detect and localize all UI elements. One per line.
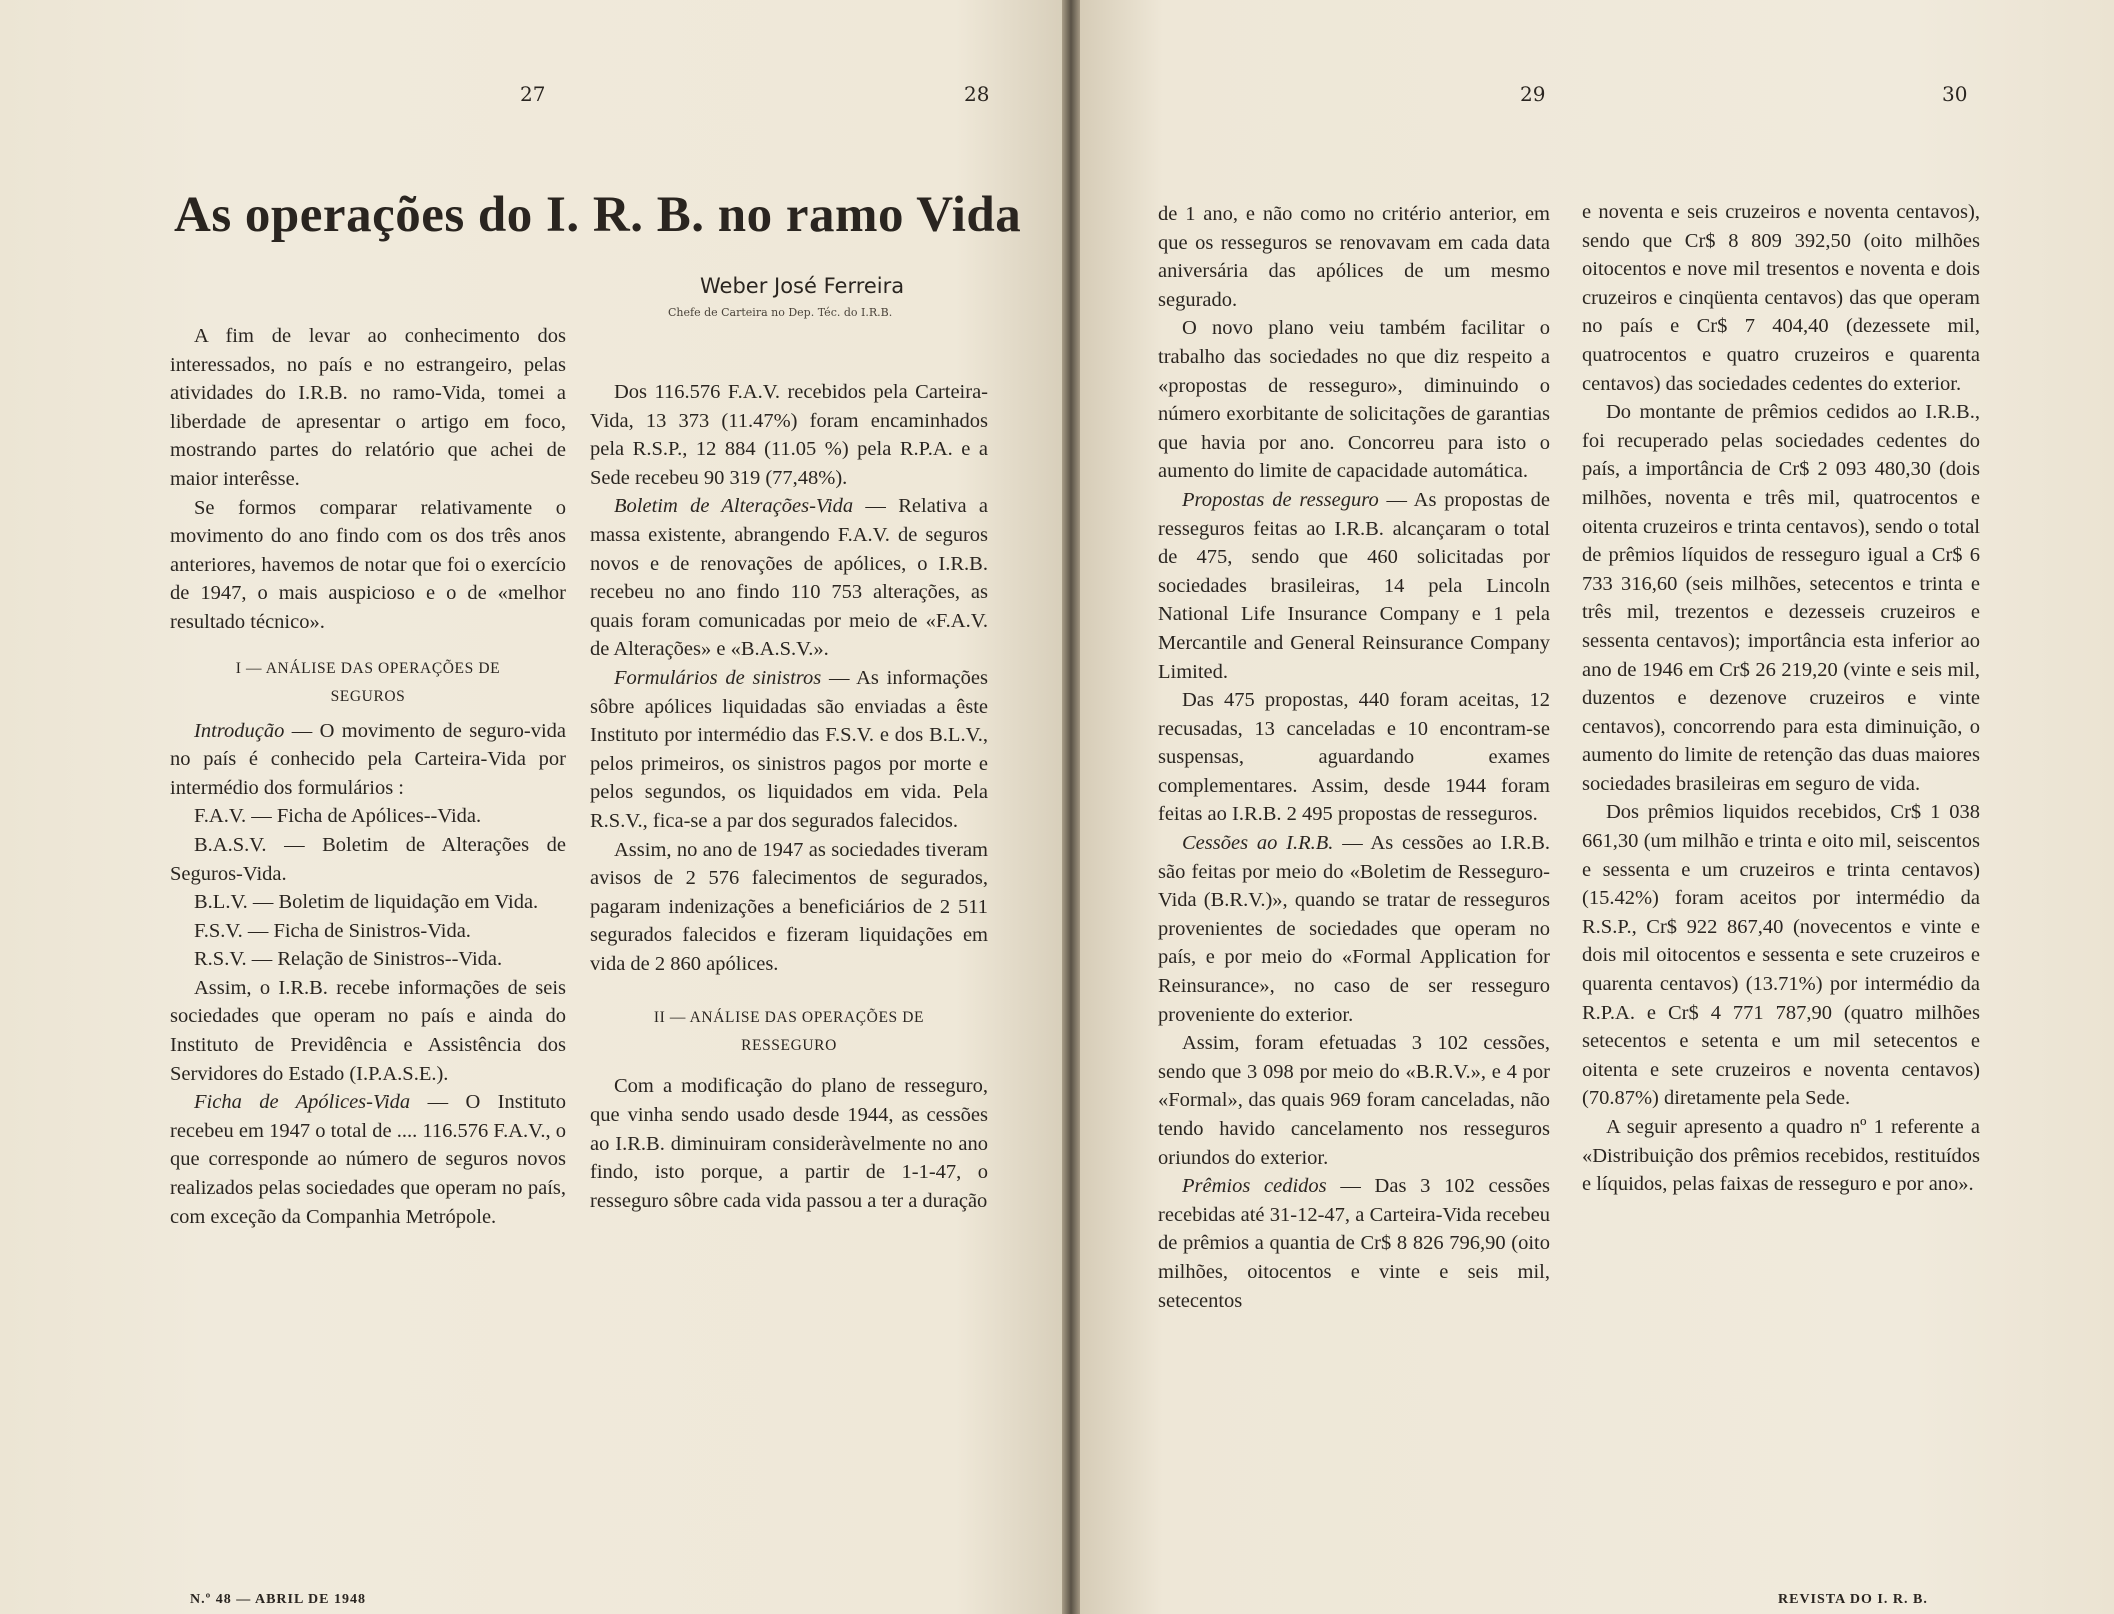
paragraph-text: — As cessões ao I.R.B. são feitas por meio do «Boletim de Resseguro-Vida (B.R.V.)», quando se tratar de resseguros provenientes de sociedades que operam no país, e por meio do «Formal Application for Reinsurance», no caso de ser resseguro proveniente do exterior.	[1158, 832, 1550, 1026]
paragraph: A seguir apresento a quadro nº 1 referente a «Distribuição dos prêmios recebidos, restituídos e líquidos, pelas faixas de resseguro e por ano».	[1582, 1116, 1980, 1196]
paragraph	[590, 664, 988, 836]
form-item: R.S.V. — Relação de Sinistros--Vida.	[194, 948, 503, 971]
section-heading-line: II — ANÁLISE DAS OPERAÇÕES DE	[653, 1009, 925, 1027]
run-in-label: Boletim de Alterações-Vida	[614, 495, 854, 518]
run-in-label: Introdução	[194, 719, 285, 742]
section-heading-1	[170, 655, 566, 711]
paragraph: de 1 ano, e não como no critério anterior, em que os resseguros se renovavam em cada data aniversária das apólices de um mesmo segurado.	[1158, 203, 1550, 311]
footer-journal: REVISTA DO I. R. B.	[1778, 1592, 1928, 1607]
article-author: Weber José Ferreira	[700, 274, 905, 298]
paragraph	[170, 717, 566, 803]
page-number-27: 27	[520, 82, 546, 106]
paragraph: Com a modificação do plano de resseguro, que vinha sendo usado desde 1944, as cessões ao I.R.B. diminuiram consideràvelmente no ano findo, isto porque, a partir de 1-1-47, o resseguro sôbre cada vida passou a ter a duração	[590, 1075, 988, 1212]
paragraph: e noventa e seis cruzeiros e noventa centavos), sendo que Cr$ 8 809 392,50 (oito milhões oitocentos e nove mil tresentos e noventa e dois cruzeiros e cinqüenta centavos) das que operam no país e Cr$ 7 404,40 (dezessete mil, quatrocentos e quatro cruzeiros e quarenta centavos) das sociedades cedentes do exterior.	[1582, 201, 1980, 395]
run-in-label: Ficha de Apólices-Vida	[194, 1091, 411, 1114]
paragraph	[1158, 829, 1550, 1029]
book-gutter	[1062, 0, 1080, 1614]
run-in-label: Formulários de sinistros	[614, 666, 822, 689]
paragraph-text: — Das 3 102 cessões recebidas até 31-12-47, a Carteira-Vida recebeu de prêmios a quantia de Cr$ 8 826 796,90 (oito milhões, oitocentos e vinte e seis mil, setecentos	[1158, 1175, 1550, 1312]
section-heading-line: RESSEGURO	[741, 1037, 837, 1055]
paragraph: Assim, foram efetuadas 3 102 cessões, sendo que 3 098 por meio do «B.R.V.», e 4 por «Formal», das quais 969 foram canceladas, não tendo havido cancelamento nos resseguros oriundos do exterior.	[1158, 1032, 1550, 1169]
right-page-spread	[1080, 0, 2114, 1614]
column-1	[170, 322, 566, 1231]
column-3	[1158, 200, 1550, 1315]
page-number-30: 30	[1942, 82, 1968, 106]
section-heading-line: I — ANÁLISE DAS OPERAÇÕES DE	[235, 659, 501, 677]
column-2	[590, 378, 988, 1215]
paragraph: Do montante de prêmios cedidos ao I.R.B., foi recuperado pelas sociedades cedentes do país, a importância de Cr$ 2 093 480,30 (dois milhões, noventa e três mil, quatrocentos e oitenta cruzeiros e trinta centavos), sendo o total de prêmios líquidos de resseguro igual a Cr$ 6 733 316,60 (seis milhões, setecentos e trinta e três mil, trezentos e dezesseis cruzeiros e sessenta centavos); importância esta inferior ao ano de 1946 em Cr$ 26 219,20 (vinte e seis mil, duzentos e dezenove cruzeiros e vinte centavos), concorrendo para esta diminuição, o aumento do limite de retenção das duas maiores sociedades brasileiras em seguro de vida.	[1582, 401, 1980, 795]
paragraph-text: — O Instituto recebeu em 1947 o total de .... 116.576 F.A.V., o que corresponde ao número de seguros novos realizados pelas sociedades que operam no país, com exceção da Companhia Metrópole.	[170, 1091, 566, 1228]
article-title: As operações do I. R. B. no ramo Vida	[174, 187, 1022, 243]
paragraph	[1158, 1172, 1550, 1315]
footer-issue: N.º 48 — ABRIL DE 1948	[190, 1592, 366, 1607]
page-number-29: 29	[1520, 82, 1546, 106]
form-item: B.A.S.V. — Boletim de Alterações de Seguros-Vida.	[170, 833, 566, 885]
paragraph: Assim, o I.R.B. recebe informações de seis sociedades que operam no país e ainda do Instituto de Previdência e Assistência dos Servidores do Estado (I.P.A.S.E.).	[170, 976, 566, 1085]
paragraph	[590, 492, 988, 664]
paragraph	[170, 1088, 566, 1231]
paragraph-text: — As propostas de resseguros feitas ao I.R.B. alcançaram o total de 475, sendo que 460 solicitadas por sociedades brasileiras, 14 pela Lincoln National Life Insurance Company e 1 pela Mercantile and General Reinsurance Company Limited.	[1158, 488, 1551, 683]
author-role: Chefe de Carteira no Dep. Téc. do I.R.B.	[668, 306, 893, 319]
paragraph: Das 475 propostas, 440 foram aceitas, 12 recusadas, 13 canceladas e 10 encontram-se suspensas, aguardando exames complementares. Assim, desde 1944 foram feitas ao I.R.B. 2 495 propostas de resseguros.	[1158, 689, 1550, 826]
form-item: F.S.V. — Ficha de Sinistros-Vida.	[194, 919, 471, 942]
paragraph: Assim, no ano de 1947 as sociedades tiveram avisos de 2 576 falecimentos de segurados, pagaram indenizações a beneficiários de 2 511 segurados falecidos e fizeram liquidações em vida de 2 860 apólices.	[590, 838, 988, 975]
form-item: F.A.V. — Ficha de Apólices--Vida.	[194, 805, 482, 828]
paragraph: A fim de levar ao conhecimento dos interessados, no país e no estrangeiro, pelas atividades do I.R.B. no ramo-Vida, tomei a liberdade de apresentar o artigo em foco, mostrando partes do relatório que achei de maior interêsse.	[170, 325, 566, 490]
column-4	[1582, 198, 1980, 1199]
section-heading-2	[590, 1004, 988, 1060]
paragraph: Dos prêmios liquidos recebidos, Cr$ 1 038 661,30 (um milhão e trinta e oito mil, seiscentos e sessenta e um cruzeiros e trinta centavos) (15.42%) foram aceitos por intermédio da R.S.P., Cr$ 922 867,40 (novecentos e vinte e dois mil oitocentos e sessenta e sete cruzeiros e quarenta centavos) (13.71%) por intermédio da R.P.A. e Cr$ 4 771 787,90 (quatro milhões setecentos e setenta e um mil setecentos e oitenta e sete cruzeiros e noventa centavos) (70.87%) diretamente pela Sede.	[1582, 801, 1980, 1110]
run-in-label: Cessões ao I.R.B.	[1182, 832, 1334, 855]
paragraph: Se formos comparar relativamente o movimento do ano findo com os dos três anos anteriores, havemos de notar que foi o exercício de 1947, o mais auspicioso e o de «melhor resultado técnico».	[170, 496, 566, 633]
paragraph: O novo plano veiu também facilitar o trabalho das sociedades no que diz respeito a «propostas de resseguro», diminuindo o número exorbitante de solicitações de garantias que havia por ano. Concorreu para isto o aumento do limite de capacidade automática.	[1158, 317, 1550, 483]
paragraph-text: — O movimento de seguro-vida no país é conhecido pela Carteira-Vida por intermédio dos formulários :	[170, 719, 566, 799]
paragraph-text: — Relativa a massa existente, abrangendo F.A.V. de seguros novos e de renovações de apólices, o I.R.B. recebeu no ano findo 110 753 alterações, as quais foram comunicadas por meio de «F.A.V. de Alterações» e «B.A.S.V.».	[590, 495, 988, 661]
run-in-label: Prêmios cedidos	[1182, 1175, 1327, 1198]
page-number-28: 28	[964, 82, 990, 106]
form-item: B.L.V. — Boletim de liquidação em Vida.	[194, 891, 539, 914]
section-heading-line: SEGUROS	[330, 687, 406, 705]
paragraph	[1158, 486, 1550, 686]
paragraph-text: — As informações sôbre apólices liquidadas são enviadas a êste Instituto por intermédio das F.S.V. e dos B.L.V., pelos primeiros, os sinistros pagos por morte e pelos segundos, os liquidados em vida. Pela R.S.V., fica-se a par dos segurados falecidos.	[590, 666, 988, 832]
paragraph: Dos 116.576 F.A.V. recebidos pela Carteira-Vida, 13 373 (11.47%) foram encaminhados pela R.S.P., 12 884 (11.05 %) pela R.P.A. e a Sede recebeu 90 319 (77,48%).	[590, 381, 988, 489]
run-in-label: Propostas de resseguro	[1182, 488, 1379, 511]
